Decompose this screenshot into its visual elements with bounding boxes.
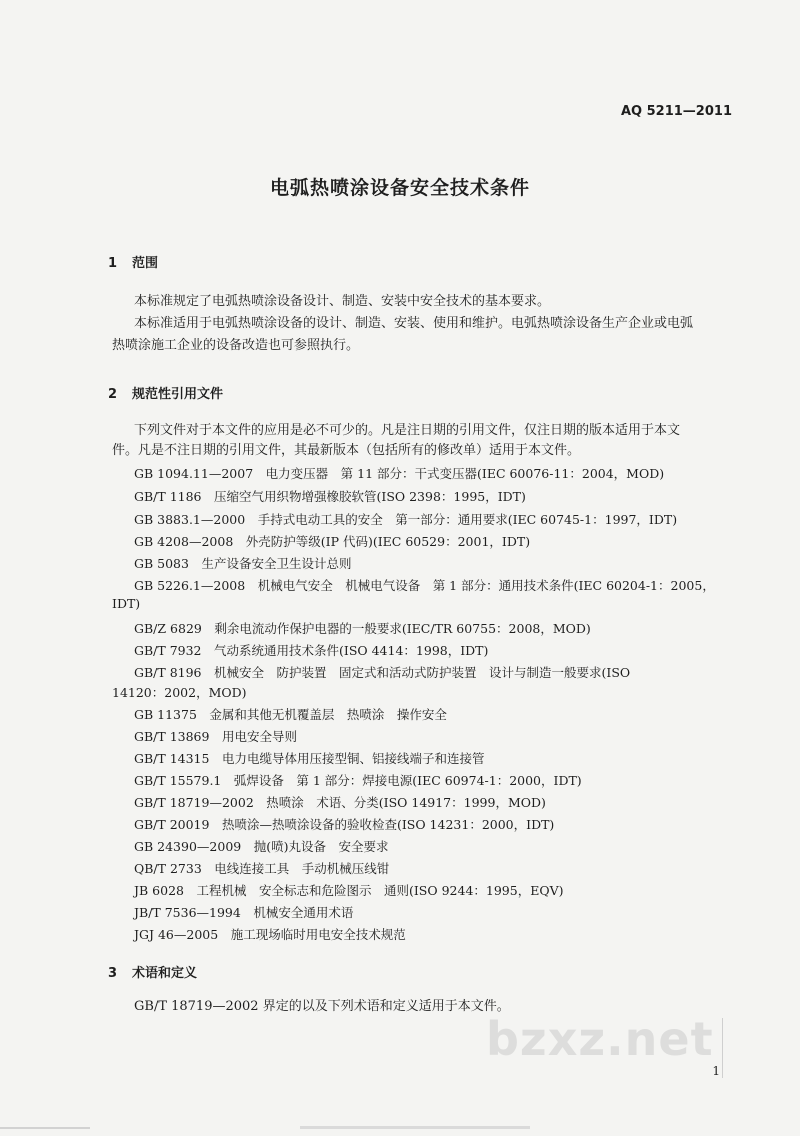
section-3-heading (108, 962, 197, 981)
section-1-heading (108, 252, 158, 271)
reference-item: GB/T 18719—2002 热喷涂 术语、分类(ISO 14917：1999，MOD) (134, 795, 546, 810)
reference-item-cont: 14120：2002，MOD) (112, 685, 247, 700)
page-number: 1 (712, 1064, 720, 1078)
reference-item: GB/T 8196 机械安全 防护装置 固定式和活动式防护装置 设计与制造一般要求(ISO (134, 665, 631, 680)
reference-item: QB/T 2733 电线连接工具 手动机械压线钳 (134, 861, 390, 876)
watermark: bzxz.net (486, 1012, 714, 1066)
reference-item: GB/T 20019 热喷涂—热喷涂设备的验收检查(ISO 14231：2000，IDT) (134, 817, 555, 832)
reference-item: GB 24390—2009 抛(喷)丸设备 安全要求 (134, 839, 389, 854)
section-1-paragraph-2-cont: 热喷涂施工企业的设备改造也可参照执行。 (112, 338, 360, 353)
section-3-paragraph-1: GB/T 18719—2002 界定的以及下列术语和定义适用于本文件。 (134, 999, 510, 1014)
document-title: 电弧热喷涂设备安全技术条件 (269, 177, 530, 199)
standard-code: AQ 5211—2011 (620, 104, 732, 119)
reference-item: GB 5226.1—2008 机械电气安全 机械电气设备 第 1 部分：通用技术条件(IEC 60204-1：2005， (134, 578, 715, 593)
section-number: 3 (108, 966, 118, 981)
reference-item: GB/T 14315 电力电缆导体用压接型铜、铝接线端子和连接管 (134, 751, 485, 766)
reference-item: GB 11375 金属和其他无机覆盖层 热喷涂 操作安全 (134, 707, 447, 722)
reference-item: GB/Z 6829 剩余电流动作保护电器的一般要求(IEC/TR 60755：2008，MOD) (134, 621, 591, 636)
section-1-paragraph-2: 本标准适用于电弧热喷涂设备的设计、制造、安装、使用和维护。电弧热喷涂设备生产企业或电弧 (134, 316, 694, 331)
section-1-paragraph-1: 本标准规定了电弧热喷涂设备设计、制造、安装中安全技术的基本要求。 (134, 294, 551, 309)
section-2-intro-2: 件。凡是不注日期的引用文件，其最新版本（包括所有的修改单）适用于本文件。 (112, 443, 581, 458)
reference-item: JGJ 46—2005 施工现场临时用电安全技术规范 (134, 927, 406, 942)
section-title: 范围 (132, 256, 159, 271)
scan-artifact (0, 1124, 800, 1132)
reference-item: GB 3883.1—2000 手持式电动工具的安全 第一部分：通用要求(IEC 60745-1：1997，IDT) (134, 512, 678, 527)
section-2-intro-1: 下列文件对于本文件的应用是必不可少的。凡是注日期的引用文件，仅注日期的版本适用于本文 (134, 423, 681, 438)
reference-item: GB 5083 生产设备安全卫生设计总则 (134, 556, 352, 571)
reference-item: GB/T 13869 用电安全导则 (134, 729, 297, 744)
reference-item: GB 1094.11—2007 电力变压器 第 11 部分：干式变压器(IEC 60076-11：2004，MOD) (134, 466, 665, 481)
section-title: 规范性引用文件 (132, 387, 224, 402)
reference-item: GB/T 1186 压缩空气用织物增强橡胶软管(ISO 2398：1995，IDT) (134, 489, 526, 504)
reference-item: GB/T 7932 气动系统通用技术条件(ISO 4414：1998，IDT) (134, 643, 489, 658)
reference-item: JB/T 7536—1994 机械安全通用术语 (134, 905, 354, 920)
reference-item: GB 4208—2008 外壳防护等级(IP 代码)(IEC 60529：2001，IDT) (134, 534, 531, 549)
page-edge-line (722, 1018, 723, 1078)
reference-item: GB/T 15579.1 弧焊设备 第 1 部分：焊接电源(IEC 60974-1：2000，IDT) (134, 773, 582, 788)
reference-item-cont: IDT) (112, 596, 141, 611)
reference-item: JB 6028 工程机械 安全标志和危险图示 通则(ISO 9244：1995，EQV) (134, 883, 564, 898)
section-2-heading (108, 383, 223, 402)
section-number: 2 (108, 387, 118, 402)
section-title: 术语和定义 (132, 966, 198, 981)
section-number: 1 (108, 256, 118, 271)
